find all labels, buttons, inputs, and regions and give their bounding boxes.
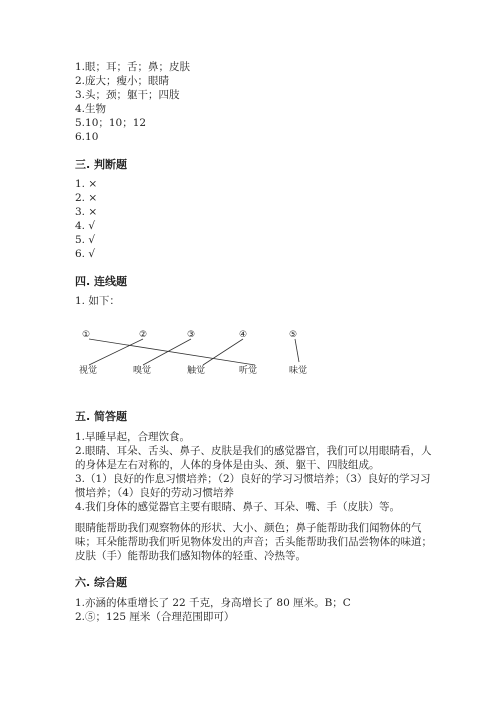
answer-line: 2.庞大；瘦小；眼睛 [75, 75, 170, 87]
answer-line: 惯培养；（4）良好的劳动习惯培养 [75, 487, 234, 499]
answer-line: 2.眼睛、耳朵、舌头、鼻子、皮肤是我们的感觉器官，我们可以用眼睛看，人 [75, 445, 432, 457]
answer-line: 的身体是左右对称的，人体的身体是由头、颈、躯干、四肢组成。 [75, 459, 380, 471]
bottom-label: 味觉 [289, 366, 308, 376]
answer-line: 5.10；10；12 [75, 117, 147, 129]
section-heading-comprehensive: 六. 综合题 [75, 576, 128, 589]
answer-line: 2.⑤；125 厘米（合理范围即可） [75, 611, 235, 623]
answer-line: 3. × [75, 206, 98, 218]
top-label: ① [82, 330, 91, 340]
bottom-label: 听觉 [239, 366, 258, 376]
top-label: ② [139, 330, 148, 340]
answer-line: 1.亦涵的体重增长了 22 千克，身高增长了 80 厘米。B；C [75, 597, 351, 609]
answer-line: 4. √ [75, 220, 96, 232]
bottom-label: 触觉 [187, 366, 206, 376]
answer-line: 6.10 [75, 131, 99, 143]
top-label: ⑤ [289, 330, 298, 340]
answer-line: 眼睛能帮助我们观察物体的形状、大小、颜色；鼻子能帮助我们闻物体的气 [75, 522, 422, 534]
answer-line: 4.生物 [75, 103, 107, 115]
answer-line: 2. × [75, 192, 98, 204]
bottom-label: 嗅觉 [133, 366, 152, 376]
answer-line: 6. √ [75, 248, 96, 260]
answer-line: 4.我们身体的感觉器官主要有眼睛、鼻子、耳朵、嘴、手（皮肤）等。 [75, 501, 401, 513]
connection-line [295, 339, 299, 362]
answer-line: 味；耳朵能帮助我们听见物体发出的声音；舌头能帮助我们品尝物体的味道； [75, 536, 432, 548]
answer-line: 皮肤（手）能帮助我们感知物体的轻重、冷热等。 [75, 550, 306, 562]
connection-line [203, 339, 243, 365]
section-heading-judgement: 三. 判断题 [75, 158, 128, 171]
section-heading-matching: 四. 连线题 [75, 275, 128, 288]
top-label: ③ [187, 330, 196, 340]
matching-diagram [75, 322, 335, 382]
answer-line: 1.早睡早起，合理饮食。 [75, 431, 191, 443]
section-heading-short-answer: 五. 简答题 [75, 410, 128, 423]
answer-line: 1.眼；耳；舌；鼻；皮肤 [75, 61, 191, 73]
answer-line: 3.（1）良好的作息习惯培养；（2）良好的学习习惯培养；（3）良好的学习习 [75, 473, 431, 485]
bottom-label: 视觉 [79, 366, 98, 376]
answer-line: 5. √ [75, 234, 96, 246]
matching-intro: 1. 如下： [75, 295, 120, 307]
connection-line [143, 339, 191, 365]
connection-line [89, 339, 255, 365]
answer-line: 1. × [75, 178, 98, 190]
top-label: ④ [239, 330, 248, 340]
answer-line: 3.头；颈；躯干；四肢 [75, 89, 180, 101]
